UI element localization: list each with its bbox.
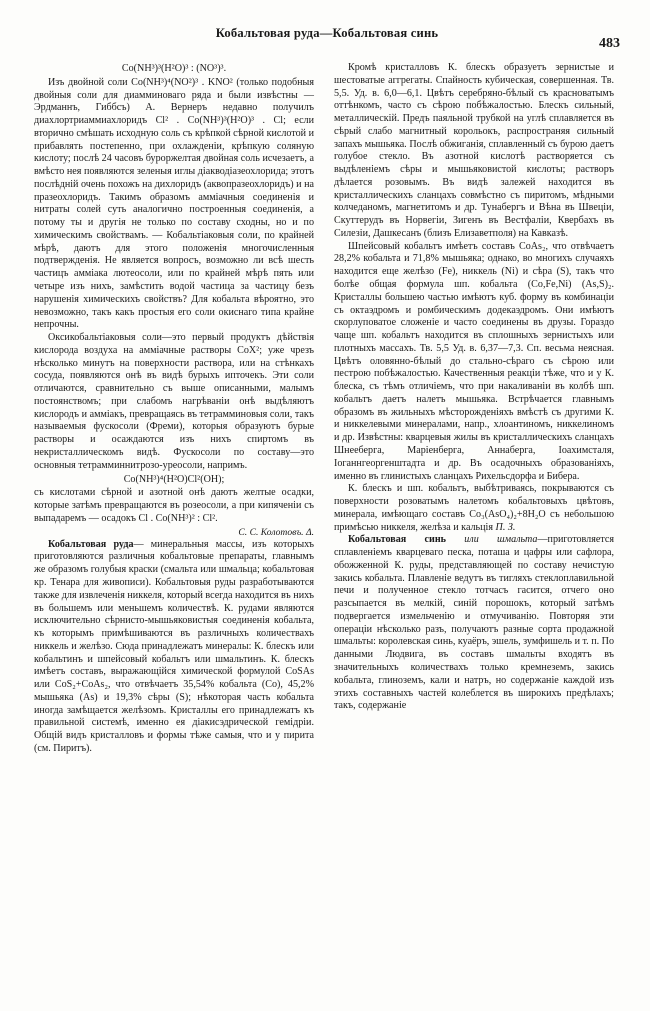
paragraph-left-1: Изъ двойной соли Co(NH³)⁴(NO²)³ . KNO² (только подобныя двойныя соли для диамминоваго ряда и были извѣстны — Эрдманнъ, Гиббсъ) А. Вернеръ недавно получилъ диахлортриаммиахлоридъ Cl² . Co(NH³)³(H²O)³ . Cl; если вторично смѣшать исходную соль съ крѣпкой сѣрной кислотой и прибавлять постепенно, при охлажденіи, крѣпкую соляную кислоту; послѣ 24 часовъ буроржелтая двойная соль исчезаетъ, а вмѣсто нея появляются зеленыя иглы діакводіазеохлорида; этотъ послѣдній очень похожъ на дихлоридъ (аквопразеохлоридъ) и на празеохлоридъ. Такимъ образомъ амміачныя соединенія и нитраты солей суть аналогично построенныя соединенія, а потому ты и другія не только по составу сходны, но и по химическимъ свойствамъ. — Кобальтіаковыя соли, по крайней мѣрѣ, даютъ для этого положенія многочисленныя подтвержденія. Не является вопросъ, возможно ли всѣ шесть частицъ амміака лютеосоли, или по крайней мѣрѣ пять или четыре изъ нихъ, замѣстить водой частица за частицу безъ нарушенія химическихъ свойствъ? Для кобальта вѣроятно, это невозможно, такъ какъ простыя его соли окиснаго типа крайне непрочны. [34,76,314,331]
entry-left [34,539,314,756]
page-header [34,26,620,52]
author-signature-left: С. С. Колотовъ. Δ. [238,526,314,538]
paragraph-right-1: Кромѣ кристалловъ К. блескъ образуетъ зернистые и шестоватые аггрегаты. Спайность кубическая, совершенная. Тв. 5,5. Уд. в. 6,0—6,1. Цвѣтъ серебряно-бѣлый съ красноватымъ оттѣнкомъ, часто съ сѣрою побѣжалостью. Блескъ сильный, металлическій. Предъ паяльной трубкой на углѣ сплавляется въ сѣрый слабо магнитный корольокъ, распространяя сильный запахъ мышьяка. Послѣ обжиганія, сплавленный съ бурою даетъ голубое стекло. Въ азотной кислотѣ растворяется съ выдѣленіемъ сѣры и мышьяковистой кислоты; растворъ дѣлается розовымъ. Въ видѣ залежей находится въ кристаллическихъ сланцахъ совмѣстно съ пиритомъ, мѣдными колчеданомъ, магнетитомъ и др. Тунабергъ и Вѣна въ Швеціи, Скуттерудъ въ Норвегіи, Зигенъ въ Вестфаліи, Квербахъ въ Силезіи, Дашкесанъ (близъ Елизаветполя) на Кавказѣ. [334,62,614,239]
formula-line-1: Co(NH³)³(H²O)³ : (NO³)³. [121,63,227,74]
paragraph-right-3-text: К. блескъ и шп. кобальтъ, выбѣтриваясь, покрываются съ поверхности розоватымъ налетомъ кобальтовыхъ цвѣтовъ, минерала, имѣющаго составъ Co₃(AsO₄)₂+8H₂O съ небольшою примѣсью никкеля, желѣза и кальція [334,483,614,533]
paragraph-right-2 [334,241,614,484]
entry-title-left: Кобальтовая руда [48,538,134,550]
entry-body-left: — минеральныя массы, изъ которыхъ приготовляются различныя кобальтовые препараты, главнымъ же образомъ голубыя краски (смальта или шмальца; кобальтовая кр. Тенара для живописи). Кобальтовыя руды разработываются также для извлеченія никкеля, который всегда находится въ нихъ въ большемъ или меньшемъ количествѣ. К. рудами являются исключительно сѣрнисто-мышьяковистыя соединенія кобальта, къ которымъ примѣшиваются въ различныхъ количествахъ никкель и желѣзо. Сюда принадлежатъ минералы: К. блескъ или кобальтинъ и шпейсовый кобальтъ или шмальтинъ. К. блескъ имѣетъ составъ, выражающійся химической формулой CoSAs или CoS₂+CoAs₂, что отвѣчаетъ 35,54% кобальта (Co), 45,2% мышьяка (As) и 19,3% сѣры (S); нѣкоторая часть кобальта иногда замѣщается желѣзомъ. Кристаллы его принадлежатъ къ правильной системѣ, именно ея діакисэдрической гемідріи. Общій видъ кристалловъ и формы тѣже самыя, что и у пирита (см. Пиритъ). [34,538,315,754]
running-title: Кобальтовая руда—Кобальтовая синь [215,26,439,40]
paragraph-left-3: съ кислотами сѣрной и азотной онѣ даютъ желтые осадки, которые затѣмъ превращаются въ розеосоли, а при кипяченіи съ выпадаремъ — осадокъ Cl . Co(NH³)² : Cl². [34,487,314,524]
left-column [34,62,314,1002]
entry-body-right: —приготовляется сплавленіемъ кварцеваго песка, поташа и цафры или сафлора, обожженной К. руды, представляющей по составу нечистую закись кобальта. Плавленіе ведутъ въ тигляхъ стеклоплавильной печи и полученное стекло тотчасъ гасится, отчего оно разсыпается въ мелкій, синій порошокъ, который затѣмъ подвергается измельченію и отмучиванію. Повторяя эти операціи нѣсколько разъ, получаютъ разные сорта продажной шмальты: королевская синь, куаёръ, эшель, зумфишель и т. п. По данными Людвига, въ составъ шмальты входятъ въ значительныхъ количествахъ только кремнеземъ, закись кобальта, глиноземъ, кали и натръ, но содержаніе каждой изъ этихъ составныхъ частей колеблется въ широкихъ предѣлахъ; такъ, содержаніе [334,534,614,712]
author-signature-right: П. З. [495,521,516,533]
paragraph-right-3 [334,483,614,534]
paragraph-left-2: Оксикобальтіаковыя соли—это первый продуктъ дѣйствія кислорода воздуха на амміачные растворы CoX²; уже чрезъ нѣсколько минутъ на поверхности раствора, или на стѣнкахъ сосуда, появляются онѣ въ видѣ бурыхъ ипточекъ. Эти соли отличаются, сравнительно съ выше описанными, малымъ постоянствомъ; при слабомъ нагрѣваніи онѣ выдѣляютъ кислородъ и амміакъ, превращаясь въ тетрамминовыя соли, такъ называемыя фускосоли (Фреми), которыя образуютъ бурые растворы и осаждаются изъ нихъ спиртомъ въ некристаллическомъ видѣ. Фускосоли по составу—это основныя тетрамминнитрозо-уреосоли, напримъ. [34,332,314,471]
entry-right [334,534,614,713]
entry-title-right: Кобальтовая синь [348,534,446,546]
right-column [334,62,614,1002]
page-number: 483 [599,36,620,51]
formula-line-2: Co(NH³)⁴(H²O)Cl²(OH); [123,473,225,485]
two-column-body [34,62,620,1002]
paragraph-right-2-text: Шпейсовый кобальтъ имѣетъ составъ CoAs₂, что отвѣчаетъ 28,2% кобальта и 71,8% мышьяка; однако, во многихъ случаяхъ находится еще желѣзо (Fe), никкель (Ni) и сѣра (S), такъ что болѣе общая формула шп. кобальта (Co,Fe,Ni) (As,S)₂. Кристаллы большею частью имѣютъ куб. форму въ комбинаціи съ октаэдромъ и ромбическимъ додекаэдромъ. Они имѣютъ скорлуповатое сложеніе и часто соединены въ друзы. Гораздо чаще шп. кобальтъ находится въ сплошныхъ зернистыхъ или плотныхъ массахъ. Тв. 5,5 Уд. в. 6,37—7,3. Сп. весьма неясная. Цвѣтъ оловянно-бѣлый до стально-сѣраго съ сѣрою или пестрою побѣжалостью. Качественныя реакціи тѣже, что и у К. блеска, съ тѣмъ отличіемъ, что при накаливаніи въ колбѣ шп. кобальтъ даетъ налетъ мышьяка. Встрѣчается главнымъ образомъ въ жильныхъ мѣсторожденіяхъ вмѣстѣ съ другими К. и никкелевыми минералами, напр., хлоантиномъ, никкелиномъ и др. Извѣстны: кварцевыя жилы въ кристаллическихъ сланцахъ Шнееберга, Маріенберга, Аннаберга, Іоахимсталя, Іоганнгеоргенштадта и др. Въ осадочныхъ образованіяхъ, именно въ глинистыхъ сланцахъ Рихельсдорфа и Бибера. [334,240,614,482]
entry-subtitle-right: или шмальта [464,534,538,546]
